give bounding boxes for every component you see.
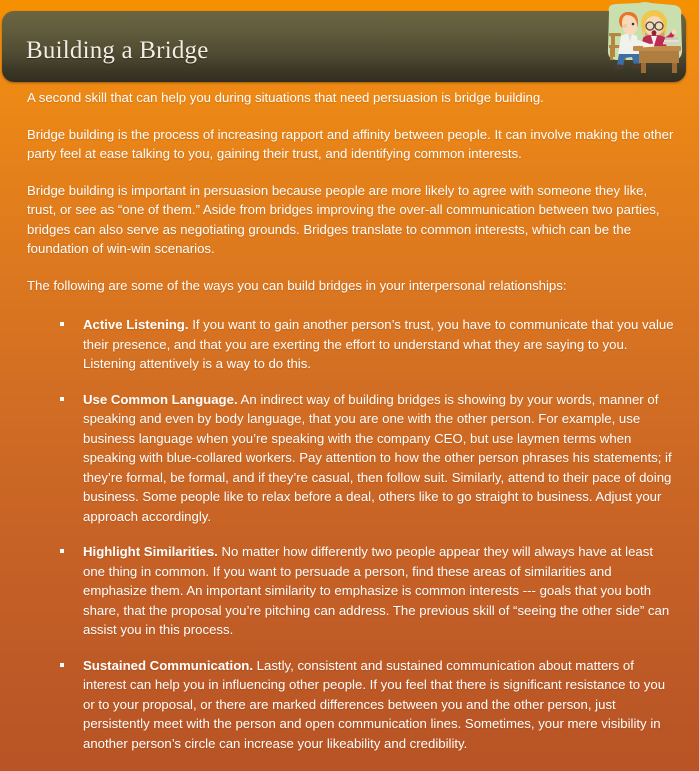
two-people-at-desk-illustration [599, 2, 691, 87]
list-item [27, 542, 675, 640]
list-item-term: Sustained Communication. [83, 657, 253, 673]
page-title: Building a Bridge [26, 37, 209, 64]
paragraph-definition: Bridge building is the process of increasing rapport and affinity between people. It can involve making the other party feel at ease talking to you, gaining their trust, and identifying common interests. [27, 126, 674, 161]
square-bullet-icon [60, 397, 64, 401]
square-bullet-icon [60, 322, 64, 326]
paragraph-list-lead-in: The following are some of the ways you can build bridges in your interpersonal relationships: [27, 277, 567, 293]
list-item-text: An indirect way of building bridges is showing by your words, manner of speaking and even by body language, that you are one with the other person. For example, use business language when you’re speaking with the company CEO, but use laymen terms when speaking with blue-collared workers. Pay attention to how the other person phrases his statements; if they’re formal, be formal, and if they’re casual, then follow suit. Similarly, attend to their pace of doing business. Some people like to relax before a deal, others like to go straight to business. Adjust your approach accordingly. [83, 391, 672, 524]
header-banner [2, 11, 686, 82]
list-item-text: No matter how differently two people appear they will always have at least one thing in common. If you want to persuade a person, find these areas of similarities and emphasize them. An important similarity to emphasize is common interests --- goals that you both share, that the proposal you’re pitching can address. The previous skill of “seeing the other side” can assist you in this process. [83, 544, 670, 637]
square-bullet-icon [60, 663, 64, 667]
paragraph-importance: Bridge building is important in persuasion because people are more likely to agree with someone they like, trust, or see as “one of them.” Aside from bridges improving the over-all communication between two parties, bridges can also serve as negotiating grounds. Bridges translate to common interests, which can be the foundation of win-win scenarios. [27, 182, 660, 256]
list-item [27, 656, 675, 754]
bridge-building-ways-list [27, 315, 675, 753]
square-bullet-icon [60, 549, 64, 553]
list-item-term: Active Listening. [83, 317, 189, 332]
list-item [27, 390, 675, 527]
list-item-text: If you want to gain another person’s trust, you have to communicate that you value their presence, and that you are exerting the effort to understand what they are saying to you. Listening attentively is a way to do this. [83, 317, 674, 371]
list-item-text: Lastly, consistent and sustained communication about matters of interest can help you in influencing other people. If you feel that there is significant resistance to you or to your proposal, or there are marked differences between you and the other person, just persistently meet with the person and open communication lines. Sometimes, your mere visibility in another person’s circle can increase your likeability and credibility. [83, 657, 666, 751]
paragraph-intro: A second skill that can help you during situations that need persuasion is bridge building. [27, 90, 544, 105]
list-item [27, 315, 675, 374]
list-item-term: Highlight Similarities. [83, 544, 218, 559]
slide-content [27, 88, 675, 753]
list-item-term: Use Common Language. [83, 391, 238, 407]
